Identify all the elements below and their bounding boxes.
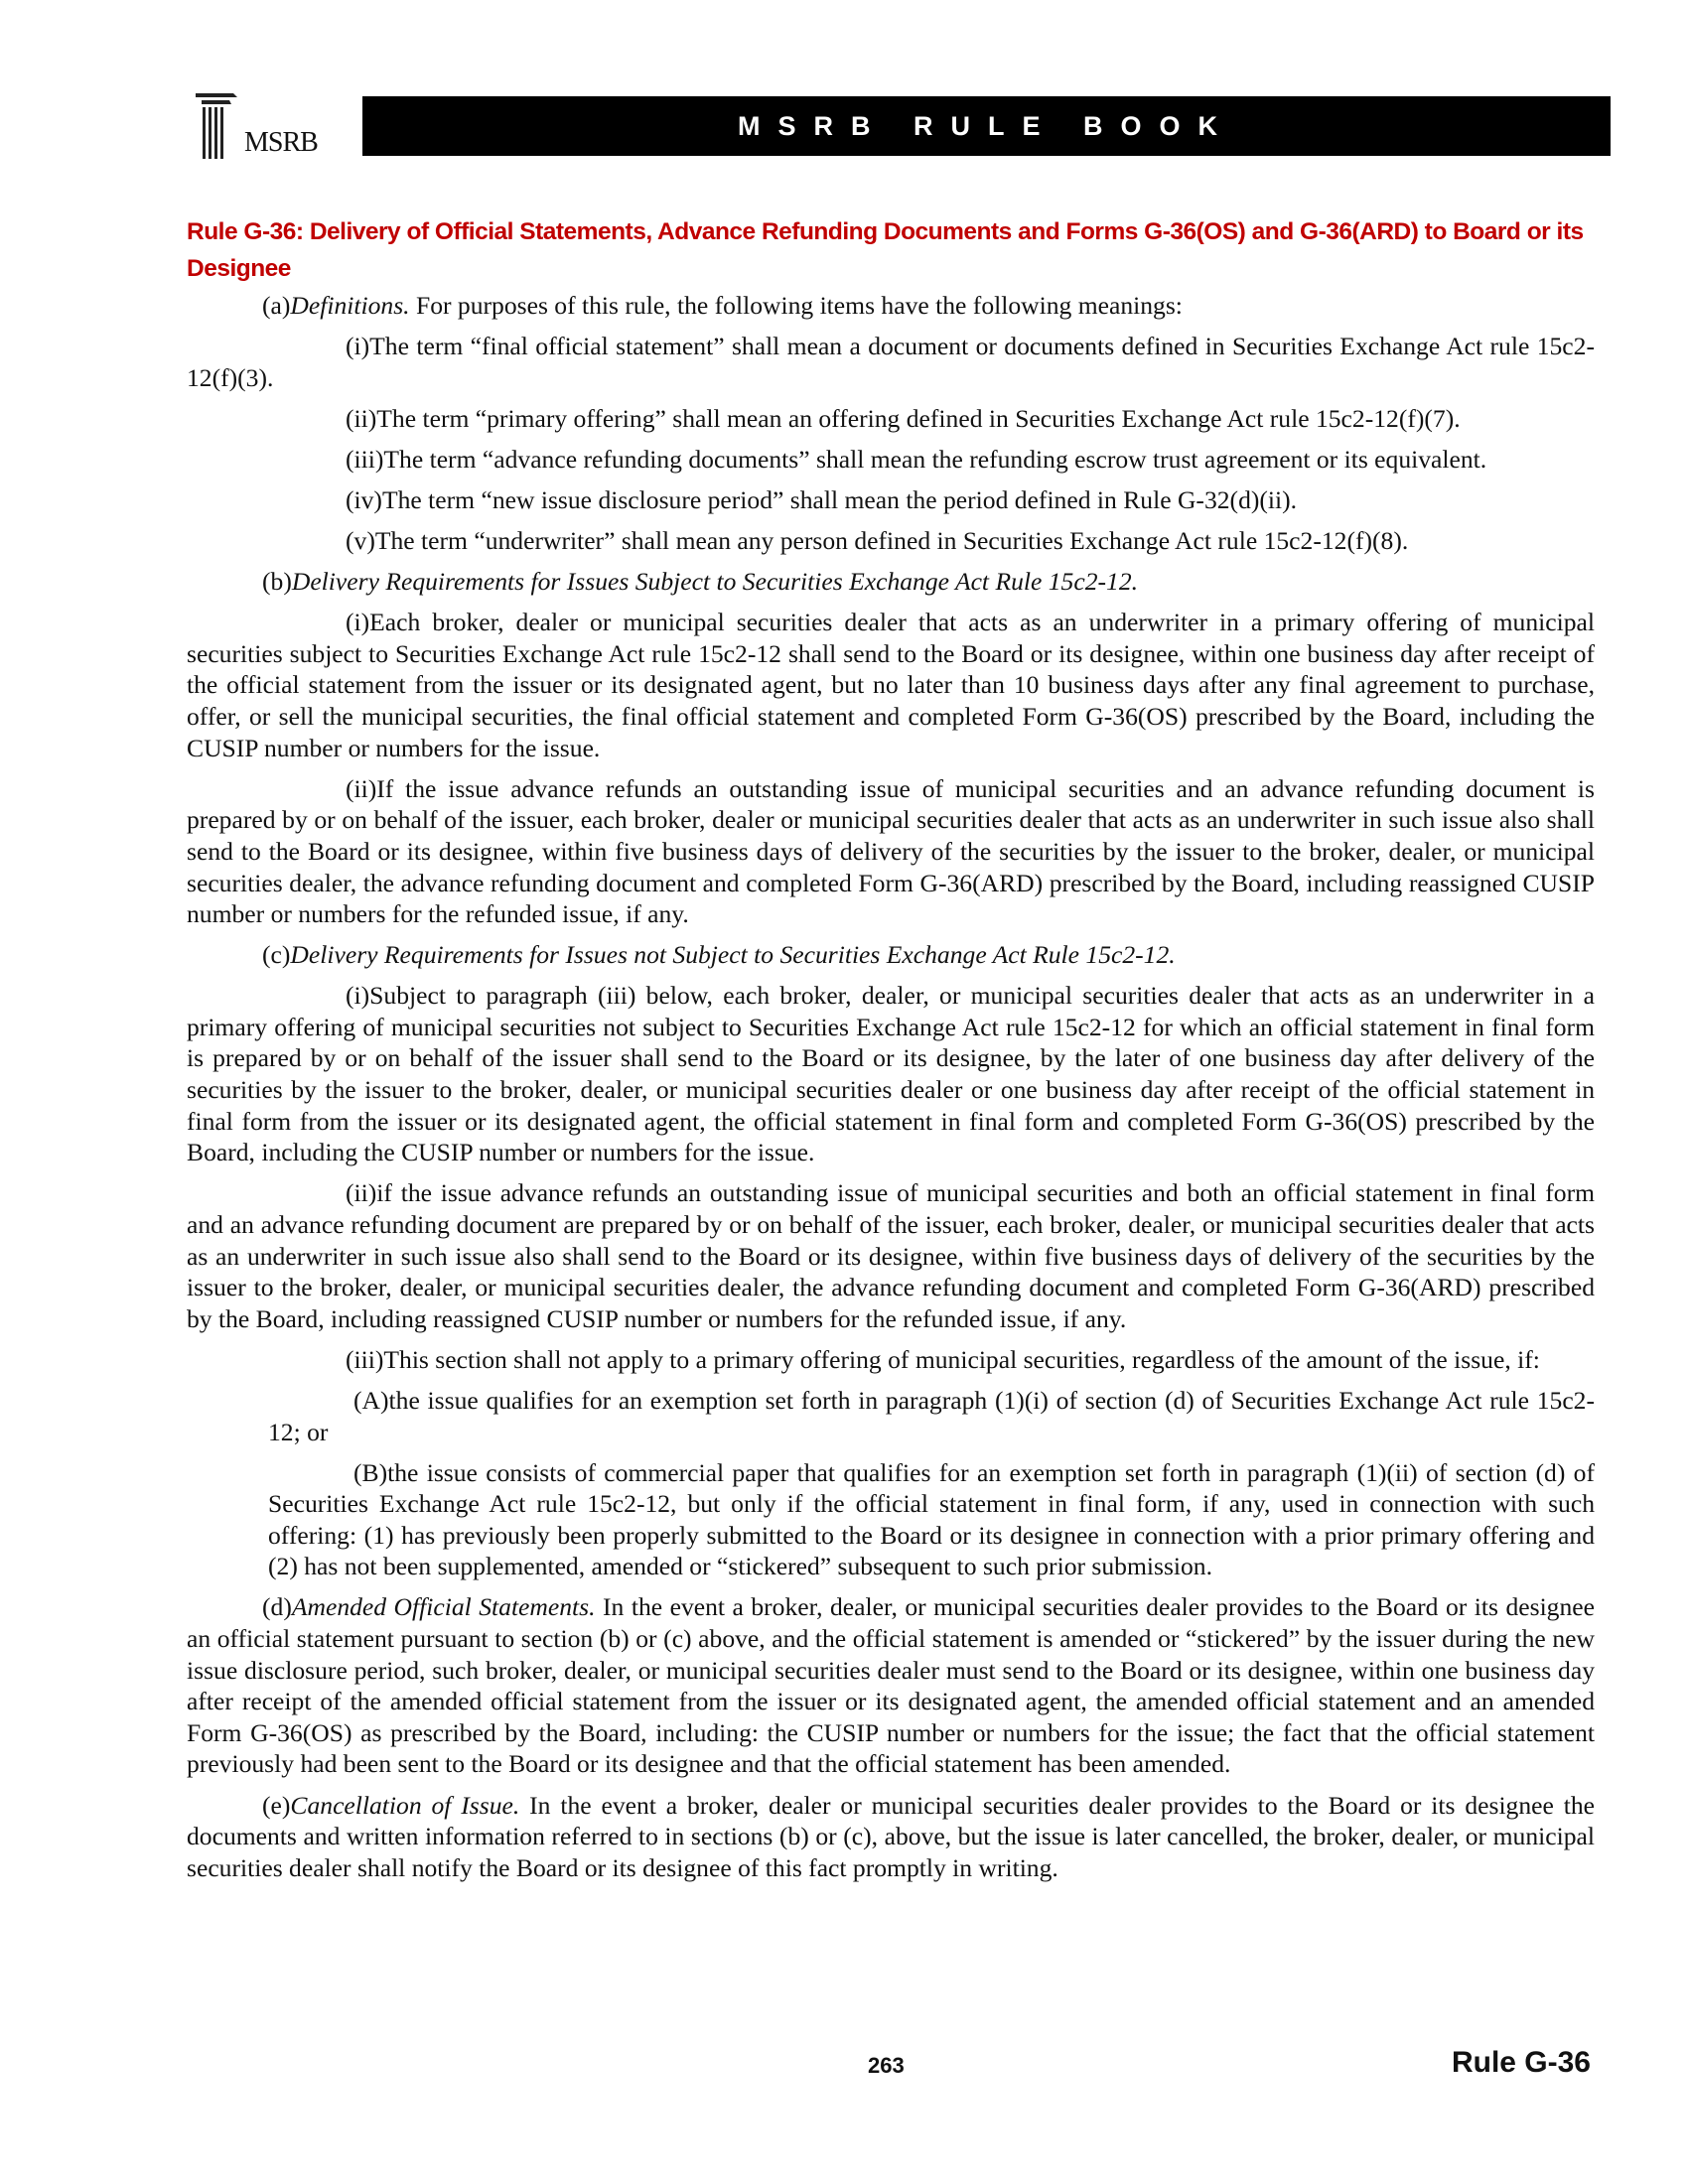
- logo-text: MSRB: [244, 127, 318, 158]
- list-item: (i)Each broker, dealer or municipal securities dealer that acts as an underwriter in a primary offering of municipal securities subject to Securities Exchange Act rule 15c2-12 shall send to the Board or its designee, within one business day after receipt of the official statement from the issuer or its designated agent, but no later than 10 business days after any final agreement to purchase, offer, or sell the municipal securities, the final official statement and completed Form G-36(OS) prescribed by the Board, including the CUSIP number or numbers for the issue.: [187, 608, 1595, 762]
- section-a: (a)Definitions. For purposes of this rule, the following items have the following meanings:: [262, 291, 1183, 320]
- section-c: (c)Delivery Requirements for Issues not Subject to Securities Exchange Act Rule 15c2-12.: [262, 940, 1176, 970]
- section-heading: Definitions.: [290, 291, 410, 320]
- list-item: (i)Subject to paragraph (iii) below, each broker, dealer, or municipal securities dealer that acts as an underwriter in a primary offering of municipal securities not subject to Securities Exchange Act rule 15c2-12 for which an official statement in final form is prepared by or on behalf of the issuer shall send to the Board or its designee, by the later of one business day after delivery of the securities by the issuer to the broker, dealer, or municipal securities dealer or one business day after receipt of the official statement in final form from the issuer or its designated agent, the official statement in final form and completed Form G-36(OS) prescribed by the Board, including the CUSIP number or numbers for the issue.: [187, 981, 1595, 1167]
- list-item: (v)The term “underwriter” shall mean any person defined in Securities Exchange Act rule 15c2-12(f)(8).: [346, 526, 1409, 556]
- list-item: (B)the issue consists of commercial paper that qualifies for an exemption set forth in paragraph (1)(ii) of section (d) of Securities Exchange Act rule 15c2-12, but only if the official statement in final form, if any, used in connection with such offering: (1) has previously been properly submitted to the Board or its designee in connection with a prior primary offering and (2) has not been supplemented, amended or “stickered” subsequent to such prior submission.: [268, 1457, 1595, 1581]
- list-item: (ii)The term “primary offering” shall mean an offering defined in Securities Exchange Act rule 15c2-12(f)(7).: [346, 403, 1461, 433]
- section-heading: Delivery Requirements for Issues not Subject to Securities Exchange Act Rule 15c2-12.: [290, 940, 1176, 970]
- list-item: (ii)if the issue advance refunds an outstanding issue of municipal securities and both an official statement in final form and an advance refunding document are prepared by or on behalf of the issuer, each broker, dealer, or municipal securities dealer that acts as an underwriter in such issue also shall send to the Board or its designee, within five business days of delivery of the securities by the issuer to the broker, dealer, or municipal securities dealer, the advance refunding document and completed Form G-36(ARD) prescribed by the Board, including reassigned CUSIP number or numbers for the refunded issue, if any.: [187, 1178, 1595, 1333]
- section-heading: Amended Official Statements.: [291, 1592, 596, 1622]
- footer-rule-label: Rule G-36: [1451, 2046, 1591, 2079]
- list-item: (iii)This section shall not apply to a primary offering of municipal securities, regardless of the amount of the issue, if:: [346, 1344, 1540, 1374]
- list-item: (iv)The term “new issue disclosure period” shall mean the period defined in Rule G-32(d)(ii).: [346, 484, 1298, 514]
- list-item: (i)The term “final official statement” shall mean a document or documents defined in Securities Exchange Act rule 15c2-12(f)(3).: [187, 332, 1595, 392]
- section-heading: Cancellation of Issue.: [290, 1790, 520, 1820]
- section-heading: Delivery Requirements for Issues Subject to Securities Exchange Act Rule 15c2-12.: [291, 567, 1139, 597]
- list-item: (A)the issue qualifies for an exemption set forth in paragraph (1)(i) of section (d) of Securities Exchange Act rule 15c2-12; or: [268, 1385, 1595, 1446]
- section-b: (b)Delivery Requirements for Issues Subject to Securities Exchange Act Rule 15c2-12.: [262, 567, 1139, 597]
- rule-title: Rule G-36: Delivery of Official Statements, Advance Refunding Documents and Forms G-36(OS) and G-36(ARD) to Board or its Designee: [187, 218, 1584, 282]
- header-bar: MSRB RULE BOOK: [362, 96, 1611, 156]
- list-item: (ii)If the issue advance refunds an outstanding issue of municipal securities and an advance refunding document is prepared by or on behalf of the issuer, each broker, dealer or municipal securities dealer that acts as an underwriter in such issue also shall send to the Board or its designee, within five business days of delivery of the securities by the issuer to the broker, dealer, or municipal securities dealer, the advance refunding document and completed Form G-36(ARD) prescribed by the Board, including reassigned CUSIP number or numbers for the refunded issue, if any.: [187, 773, 1595, 929]
- list-item: (iii)The term “advance refunding documents” shall mean the refunding escrow trust agreement or its equivalent.: [346, 444, 1487, 474]
- rule-body: [187, 290, 1595, 1893]
- section-d: (d)Amended Official Statements. In the event a broker, dealer, or municipal securities dealer provides to the Board or its designee an official statement pursuant to section (b) or (c) above, and the official statement is amended or “stickered” by the issuer during the new issue disclosure period, such broker, dealer, or municipal securities dealer must send to the Board or its designee, within one business day after receipt of the amended official statement from the issuer or its designated agent, the amended official statement and an amended Form G-36(OS) as prescribed by the Board, including: the CUSIP number or numbers for the issue; the fact that the official statement previously had been sent to the Board or its designee and that the official statement has been amended.: [187, 1592, 1595, 1779]
- page-number: 263: [868, 2053, 905, 2078]
- section-e: (e)Cancellation of Issue. In the event a broker, dealer or municipal securities dealer provides to the Board or its designee the documents and written information referred to in sections (b) or (c), above, but the issue is later cancelled, the broker, dealer, or municipal securities dealer shall notify the Board or its designee of this fact promptly in writing.: [187, 1790, 1596, 1882]
